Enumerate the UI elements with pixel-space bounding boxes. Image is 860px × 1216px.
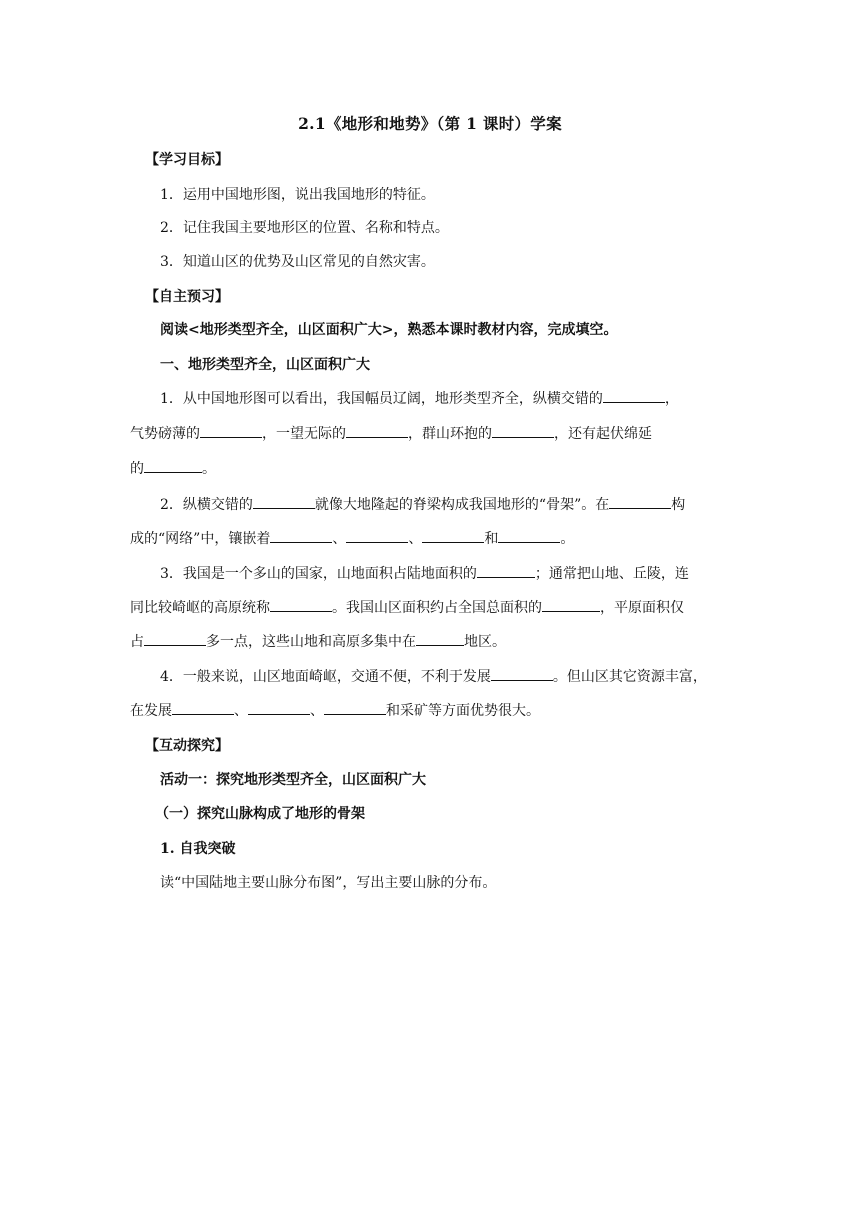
question-4-line-2: 在发展 、 、 和采矿等方面优势很大。 [130, 703, 540, 719]
fill-blank[interactable] [498, 530, 560, 543]
fill-blank[interactable] [270, 599, 332, 612]
section-self-preview: 【自主预习】 [145, 289, 229, 305]
fill-blank[interactable] [416, 633, 464, 646]
goal-item: 3．知道山区的优势及山区常见的自然灾害。 [160, 254, 435, 270]
reading-task: 读“中国陆地主要山脉分布图”，写出主要山脉的分布。 [160, 875, 497, 891]
fill-blank[interactable] [542, 599, 600, 612]
fill-blank[interactable] [324, 702, 386, 715]
fill-blank[interactable] [270, 530, 332, 543]
question-2-line-2: 成的“网络”中，镶嵌着 、 、 和 。 [130, 531, 575, 547]
question-3-line-3: 占 多一点，这些山地和高原多集中在 地区。 [130, 634, 506, 650]
goal-item: 1．运用中国地形图，说出我国地形的特征。 [160, 187, 435, 203]
fill-blank[interactable] [609, 496, 671, 509]
document-title: 2.1《地形和地势》（第 1 课时）学案 [298, 114, 562, 133]
fill-blank[interactable] [346, 425, 408, 438]
goal-item: 2．记住我国主要地形区的位置、名称和特点。 [160, 220, 449, 236]
fill-blank[interactable] [248, 702, 310, 715]
preview-instruction: 阅读<地形类型齐全，山区面积广大>，熟悉本课时教材内容，完成填空。 [160, 322, 618, 338]
fill-blank[interactable] [200, 425, 262, 438]
fill-blank[interactable] [144, 460, 202, 473]
fill-blank[interactable] [346, 530, 408, 543]
activity-1-heading: 活动一：探究地形类型齐全，山区面积广大 [160, 772, 426, 788]
fill-blank[interactable] [422, 530, 484, 543]
part1-heading: 一、地形类型齐全，山区面积广大 [160, 357, 370, 373]
question-1-line-2: 气势磅薄的 ，一望无际的 ，群山环抱的 ，还有起伏绵延 [130, 426, 652, 442]
fill-blank[interactable] [144, 633, 206, 646]
step-1-heading: 1. 自我突破 [160, 841, 236, 857]
question-1-line-3: 的 。 [130, 461, 216, 477]
section-interactive-explore: 【互动探究】 [145, 738, 229, 754]
fill-blank[interactable] [477, 565, 535, 578]
question-4-line-1: 4．一般来说，山区地面崎岖，交通不便，不利于发展 。但山区其它资源丰富， [160, 669, 707, 685]
fill-blank[interactable] [491, 668, 553, 681]
fill-blank[interactable] [492, 425, 554, 438]
question-3-line-2: 同比较崎岖的高原统称 。我国山区面积约占全国总面积的 ，平原面积仅 [130, 600, 684, 616]
fill-blank[interactable] [603, 390, 665, 403]
question-2-line-1: 2．纵横交错的 就像大地隆起的脊梁构成我国地形的“骨架”。在 构 [160, 497, 686, 513]
fill-blank[interactable] [253, 496, 315, 509]
subsection-1-heading: （一）探究山脉构成了地形的骨架 [155, 806, 365, 822]
fill-blank[interactable] [172, 702, 234, 715]
section-learning-goals: 【学习目标】 [145, 152, 229, 168]
question-3-line-1: 3．我国是一个多山的国家，山地面积占陆地面积的 ；通常把山地、丘陵，连 [160, 566, 689, 582]
question-1-line-1: 1．从中国地形图可以看出，我国幅员辽阔，地形类型齐全，纵横交错的 ， [160, 391, 679, 407]
